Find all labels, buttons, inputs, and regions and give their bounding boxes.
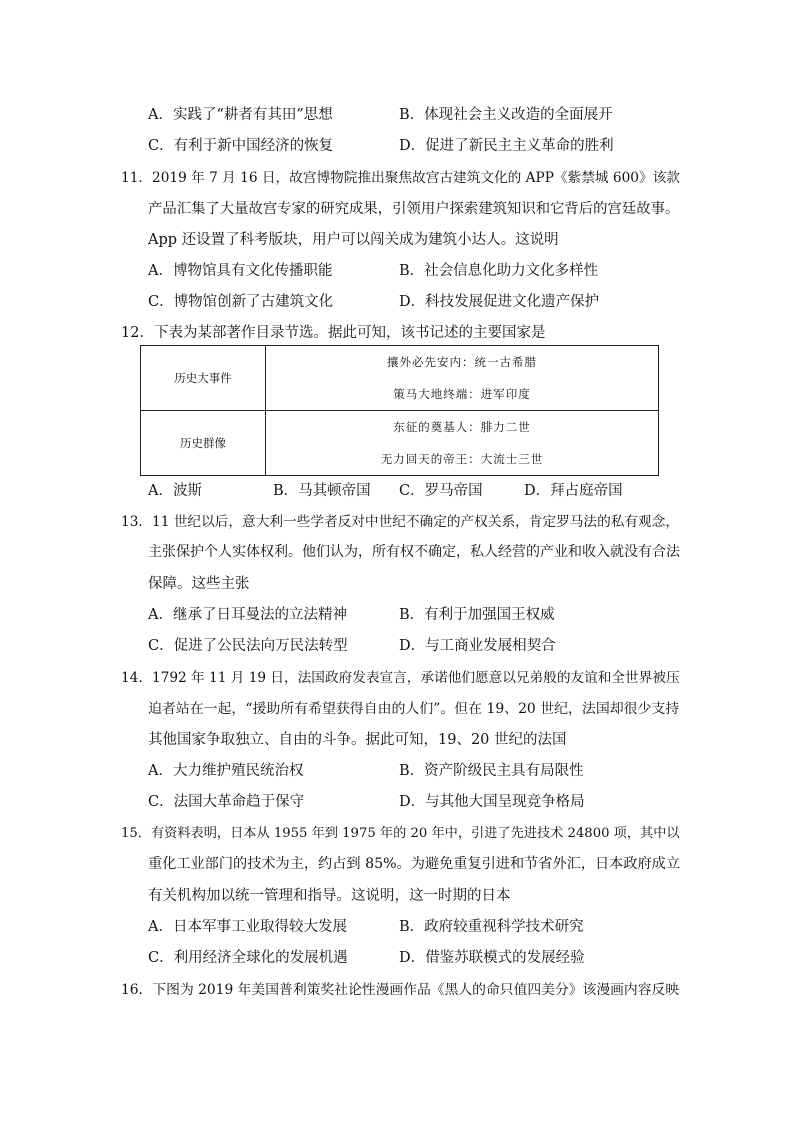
q13-stem-line-3: 保障。这些主张 [148,576,250,592]
table-category-cell: 历史群像 [141,411,266,476]
table-row [141,411,659,476]
table-entry: 无力回天的帝王：大流士三世 [380,452,544,466]
q15-option-b: B．政府较重视科学技术研究 [399,919,584,935]
table-entry: 策马大地终端：进军印度 [393,387,531,401]
q12-option-b: B．马其顿帝国 [273,483,371,499]
q14-stem-line-1: 14．1792 年 11 月 19 日，法国政府发表宣言，承诺他们愿意以兄弟般的友谊和全世界被压 [121,670,680,686]
q15-stem-line-2: 重化工业部门的技术为主，约占到 85%。为避免重复引进和节省外汇，日本政府成立 [148,856,681,872]
table-entries-cell [266,411,659,476]
q14-option-c: C．法国大革命趋于保守 [148,794,305,810]
q15-option-d: D．借鉴苏联模式的发展经验 [399,950,585,966]
q14-stem-line-3: 其他国家争取独立、自由的斗争。据此可知，19、20 世纪的法国 [148,732,567,748]
table-entry: 攘外必先安内：统一古希腊 [387,355,537,369]
q14-option-a: A．大力维护殖民统治权 [148,763,304,779]
q10-option-c: C．有利于新中国经济的恢复 [148,138,334,154]
q11-option-c: C．博物馆创新了古建筑文化 [148,294,334,310]
q13-stem-line-1: 13．11 世纪以后，意大利一些学者反对中世纪不确定的产权关系，肯定罗马法的私有观念， [121,514,680,530]
q12-option-c: C．罗马帝国 [399,483,483,499]
q13-option-a: A．继承了日耳曼法的立法精神 [148,607,347,623]
q15-stem-line-1: 15．有资料表明，日本从 1955 年到 1975 年的 20 年中，引进了先进技术 24800 项，其中以 [121,826,680,841]
q15-option-c: C．利用经济全球化的发展机遇 [148,950,348,966]
q12-option-d: D．拜占庭帝国 [524,483,623,499]
q10-option-a: A．实践了“耕者有其田”思想 [148,107,333,123]
q14-option-b: B．资产阶级民主具有局限性 [399,763,584,779]
q11-stem-line-1: 11．2019 年 7 月 16 日，故宫博物院推出聚焦故宫古建筑文化的 APP《紫禁城 600》该款 [121,170,680,186]
q13-stem-line-2: 主张保护个人实体权利。他们认为，所有权不确定，私人经营的产业和收入就没有合法 [148,544,680,560]
q15-option-a: A．日本军事工业取得较大发展 [148,919,347,935]
q12-option-a: A．波斯 [148,483,202,499]
q11-option-d: D．科技发展促进文化遗产保护 [399,294,600,310]
q11-stem-line-3: App 还设置了科考版块，用户可以闯关成为建筑小达人。这说明 [148,232,559,248]
q14-option-d: D．与其他大国呈现竞争格局 [399,794,585,810]
q11-option-b: B．社会信息化助力文化多样性 [399,263,599,279]
q13-option-c: C．促进了公民法向万民法转型 [148,638,348,654]
q16-stem-line-1: 16．下图为 2019 年美国普利策奖社论性漫画作品《黑人的命只值四美分》该漫画内容反映 [121,982,680,998]
catalog-table [140,345,659,476]
q10-option-b: B．体现社会主义改造的全面展开 [399,107,613,123]
q11-option-a: A．博物馆具有文化传播职能 [148,263,333,279]
table-entries-cell [266,346,659,411]
table-entry: 东征的奠基人：腓力二世 [393,420,531,434]
q11-stem-line-2: 产品汇集了大量故宫专家的研究成果，引领用户探索建筑知识和它背后的宫廷故事。 [148,201,680,217]
q14-stem-line-2: 迫者站在一起，“援助所有希望获得自由的人们”。但在 19、20 世纪，法国却很少支持 [148,701,680,717]
q10-option-d: D．促进了新民主主义革命的胜利 [399,138,614,154]
q13-option-b: B．有利于加强国王权威 [399,607,555,623]
table-category-cell: 历史大事件 [141,346,266,411]
q15-stem-line-3: 有关机构加以统一管理和指导。这说明，这一时期的日本 [148,888,511,904]
q12-stem-line-1: 12．下表为某部著作目录节选。据此可知，该书记述的主要国家是 [121,325,546,341]
q13-option-d: D．与工商业发展相契合 [399,638,556,654]
table-row [141,346,659,411]
